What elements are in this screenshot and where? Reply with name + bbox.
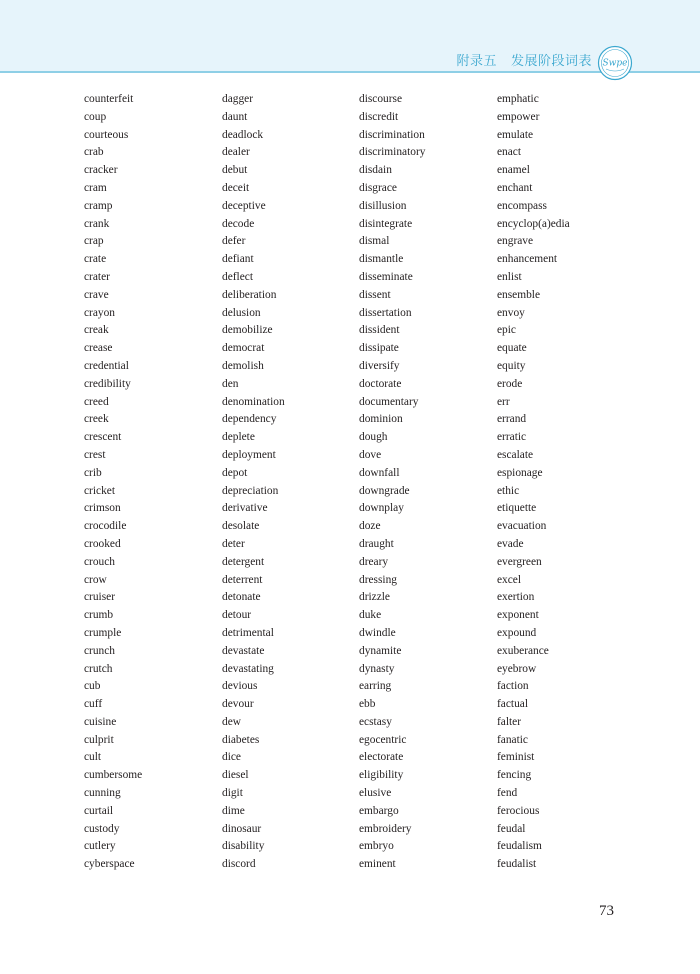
vocabulary-word: cuisine [84,715,117,728]
vocabulary-word: evade [497,537,524,550]
vocabulary-word: denomination [222,395,285,408]
vocabulary-word: detergent [222,555,265,568]
vocabulary-word: dreary [359,555,389,568]
word-column-3 [359,91,425,874]
word-column-1 [84,91,142,874]
vocabulary-word: doze [359,520,381,533]
vocabulary-word: encompass [497,199,547,212]
vocabulary-word: erode [497,377,523,390]
vocabulary-word: courteous [84,128,129,141]
vocabulary-word: detrimental [222,626,274,639]
vocabulary-word: cult [84,751,102,764]
vocabulary-word: dealer [222,146,250,159]
vocabulary-word: fencing [497,769,532,782]
vocabulary-word: enamel [497,164,530,177]
vocabulary-word: cruiser [84,591,115,604]
vocabulary-word: fend [497,787,518,800]
vocabulary-word: excel [497,573,522,586]
vocabulary-word: crest [84,448,106,461]
header-rule [0,71,700,73]
vocabulary-word: crimson [84,502,121,515]
vocabulary-word: crow [84,573,107,586]
vocabulary-word: deliberation [222,288,277,301]
vocabulary-word: disability [222,840,265,853]
vocabulary-word: dismantle [359,253,404,266]
vocabulary-word: embryo [359,840,394,853]
vocabulary-word: dissertation [359,306,412,319]
vocabulary-word: dissident [359,324,400,337]
vocabulary-word: crouch [84,555,115,568]
vocabulary-word: egocentric [359,733,407,746]
vocabulary-word: diesel [222,769,249,782]
vocabulary-word: emulate [497,128,534,141]
vocabulary-word: ethic [497,484,520,497]
vocabulary-word: dynasty [359,662,395,675]
vocabulary-word: desolate [222,520,260,533]
vocabulary-word: discourse [359,93,403,105]
vocabulary-word: eligibility [359,769,404,782]
vocabulary-word: deplete [222,431,255,444]
vocabulary-word: crab [84,146,104,159]
vocabulary-word: discrimination [359,128,425,141]
vocabulary-word: emphatic [497,93,539,105]
vocabulary-word: eminent [359,858,396,871]
vocabulary-word: downplay [359,502,404,515]
vocabulary-word: demolish [222,359,264,372]
vocabulary-word: eyebrow [497,662,537,675]
vocabulary-word: disillusion [359,199,407,212]
vocabulary-word: embargo [359,804,399,817]
vocabulary-word: derivative [222,502,268,515]
vocabulary-word: crater [84,270,110,283]
vocabulary-word: digit [222,787,243,800]
vocabulary-word: evacuation [497,520,547,533]
vocabulary-word: ensemble [497,288,541,301]
vocabulary-word: crooked [84,537,121,550]
vocabulary-word: crease [84,342,113,355]
page-header-title [456,50,592,69]
vocabulary-word: demobilize [222,324,273,337]
vocabulary-word: engrave [497,235,534,248]
vocabulary-word: crap [84,235,104,248]
vocabulary-word: deployment [222,448,276,461]
vocabulary-word: documentary [359,395,419,408]
vocabulary-word: ecstasy [359,715,392,728]
vocabulary-word: dwindle [359,626,396,639]
vocabulary-word: cricket [84,484,115,497]
vocabulary-word: cutlery [84,840,116,853]
word-column-4 [497,91,570,874]
section-title: 发展阶段词表 [510,54,592,69]
vocabulary-word: crocodile [84,520,127,533]
vocabulary-word: detonate [222,591,261,604]
vocabulary-word: dynamite [359,644,402,657]
vocabulary-word: creek [84,413,109,426]
vocabulary-word: cuff [84,698,103,711]
word-column-2 [222,91,285,874]
vocabulary-word: defiant [222,253,254,266]
vocabulary-word: downgrade [359,484,410,497]
vocabulary-word: etiquette [497,502,537,515]
vocabulary-word: dinosaur [222,822,262,835]
vocabulary-word: devour [222,698,254,711]
vocabulary-word: daunt [222,110,248,123]
vocabulary-word: defer [222,235,246,248]
vocabulary-word: err [497,395,510,408]
vocabulary-word: dagger [222,93,253,105]
vocabulary-word: crank [84,217,110,230]
vocabulary-word: doctorate [359,377,402,390]
vocabulary-word: custody [84,822,120,835]
vocabulary-word: feudalist [497,858,537,871]
vocabulary-word: crescent [84,431,122,444]
logo-text: Swpe [602,58,628,69]
vocabulary-word: disgrace [359,181,397,194]
vocabulary-word: factual [497,698,528,711]
vocabulary-word: crumple [84,626,122,639]
vocabulary-word: dismal [359,235,390,248]
vocabulary-word: enact [497,146,522,159]
vocabulary-word: decode [222,217,255,230]
vocabulary-word: draught [359,537,394,550]
vocabulary-word: enchant [497,181,533,194]
vocabulary-word: duke [359,609,382,622]
vocabulary-word: depot [222,466,248,479]
vocabulary-word: feudal [497,822,526,835]
vocabulary-word: expound [497,626,537,639]
vocabulary-word: delusion [222,306,261,319]
vocabulary-word: electorate [359,751,404,764]
vocabulary-word: crunch [84,644,115,657]
vocabulary-word: falter [497,715,522,728]
vocabulary-word: cramp [84,199,113,212]
vocabulary-word: earring [359,680,392,693]
vocabulary-word: debut [222,164,248,177]
vocabulary-word: crumb [84,609,114,622]
vocabulary-word: dew [222,715,241,728]
page-number: 73 [599,903,614,919]
vocabulary-word: ferocious [497,804,540,817]
vocabulary-word: cunning [84,787,121,800]
vocabulary-word: ebb [359,698,376,711]
vocabulary-word: espionage [497,466,543,479]
header-band [0,0,700,72]
vocabulary-word: exponent [497,609,539,622]
vocabulary-word: exuberance [497,644,549,657]
vocabulary-word: enlist [497,270,522,283]
vocabulary-word: deadlock [222,128,264,141]
vocabulary-word: equity [497,359,526,372]
vocabulary-word: disseminate [359,270,413,283]
vocabulary-word: exertion [497,591,535,604]
appendix-label: 附录五 [456,54,497,69]
vocabulary-word: credential [84,359,129,372]
vocabulary-word: dominion [359,413,403,426]
vocabulary-word: disintegrate [359,217,413,230]
vocabulary-word: enhancement [497,253,558,266]
vocabulary-word: crutch [84,662,113,675]
vocabulary-word: dressing [359,573,397,586]
vocabulary-word: discredit [359,110,399,123]
vocabulary-word: credibility [84,377,131,390]
vocabulary-word: downfall [359,466,400,479]
vocabulary-word: discriminatory [359,146,426,159]
vocabulary-word: dime [222,804,245,817]
vocabulary-word: democrat [222,342,265,355]
vocabulary-word: coup [84,110,107,123]
vocabulary-word: diversify [359,359,400,372]
vocabulary-word: cub [84,680,101,693]
vocabulary-word: dependency [222,413,277,426]
vocabulary-word: devastate [222,644,265,657]
vocabulary-word: cracker [84,164,118,177]
vocabulary-word: deterrent [222,573,263,586]
vocabulary-word: dough [359,431,388,444]
vocabulary-word: feminist [497,751,535,764]
vocabulary-word: cram [84,181,107,194]
vocabulary-word: dove [359,448,382,461]
vocabulary-word: deceptive [222,199,266,212]
vocabulary-word: cumbersome [84,769,143,782]
vocabulary-word: feudalism [497,840,542,853]
vocabulary-word: encyclop(a)edia [497,217,570,230]
vocabulary-word: dissipate [359,342,399,355]
vocabulary-word: creed [84,395,109,408]
vocabulary-word: escalate [497,448,534,461]
vocabulary-word: den [222,377,239,390]
vocabulary-word: equate [497,342,527,355]
vocabulary-word: creak [84,324,109,337]
vocabulary-word: culprit [84,733,114,746]
vocabulary-word: dissent [359,288,391,301]
vocabulary-word: faction [497,680,529,693]
vocabulary-word: cyberspace [84,858,135,871]
vocabulary-word: crave [84,288,109,301]
vocabulary-word: detour [222,609,252,622]
vocabulary-word: drizzle [359,591,390,604]
swpe-logo [597,45,633,81]
vocabulary-word: envoy [497,306,525,319]
vocabulary-word: epic [497,324,516,337]
vocabulary-word: devious [222,680,258,693]
vocabulary-word: crate [84,253,107,266]
vocabulary-word: empower [497,110,540,123]
vocabulary-word: elusive [359,787,392,800]
vocabulary-word: deceit [222,181,250,194]
vocabulary-word: depreciation [222,484,279,497]
vocabulary-word: disdain [359,164,392,177]
vocabulary-word: deflect [222,270,253,283]
vocabulary-word: diabetes [222,733,260,746]
vocabulary-word: devastating [222,662,274,675]
vocabulary-word: crib [84,466,102,479]
vocabulary-word: evergreen [497,555,542,568]
vocabulary-word: deter [222,537,245,550]
vocabulary-word: curtail [84,804,114,817]
vocabulary-word: embroidery [359,822,412,835]
vocabulary-word: errand [497,413,527,426]
vocabulary-word: fanatic [497,733,528,746]
vocabulary-word: counterfeit [84,93,134,105]
vocabulary-word: erratic [497,431,527,444]
vocabulary-word: crayon [84,306,115,319]
vocabulary-word: discord [222,858,256,871]
vocabulary-word: dice [222,751,241,764]
